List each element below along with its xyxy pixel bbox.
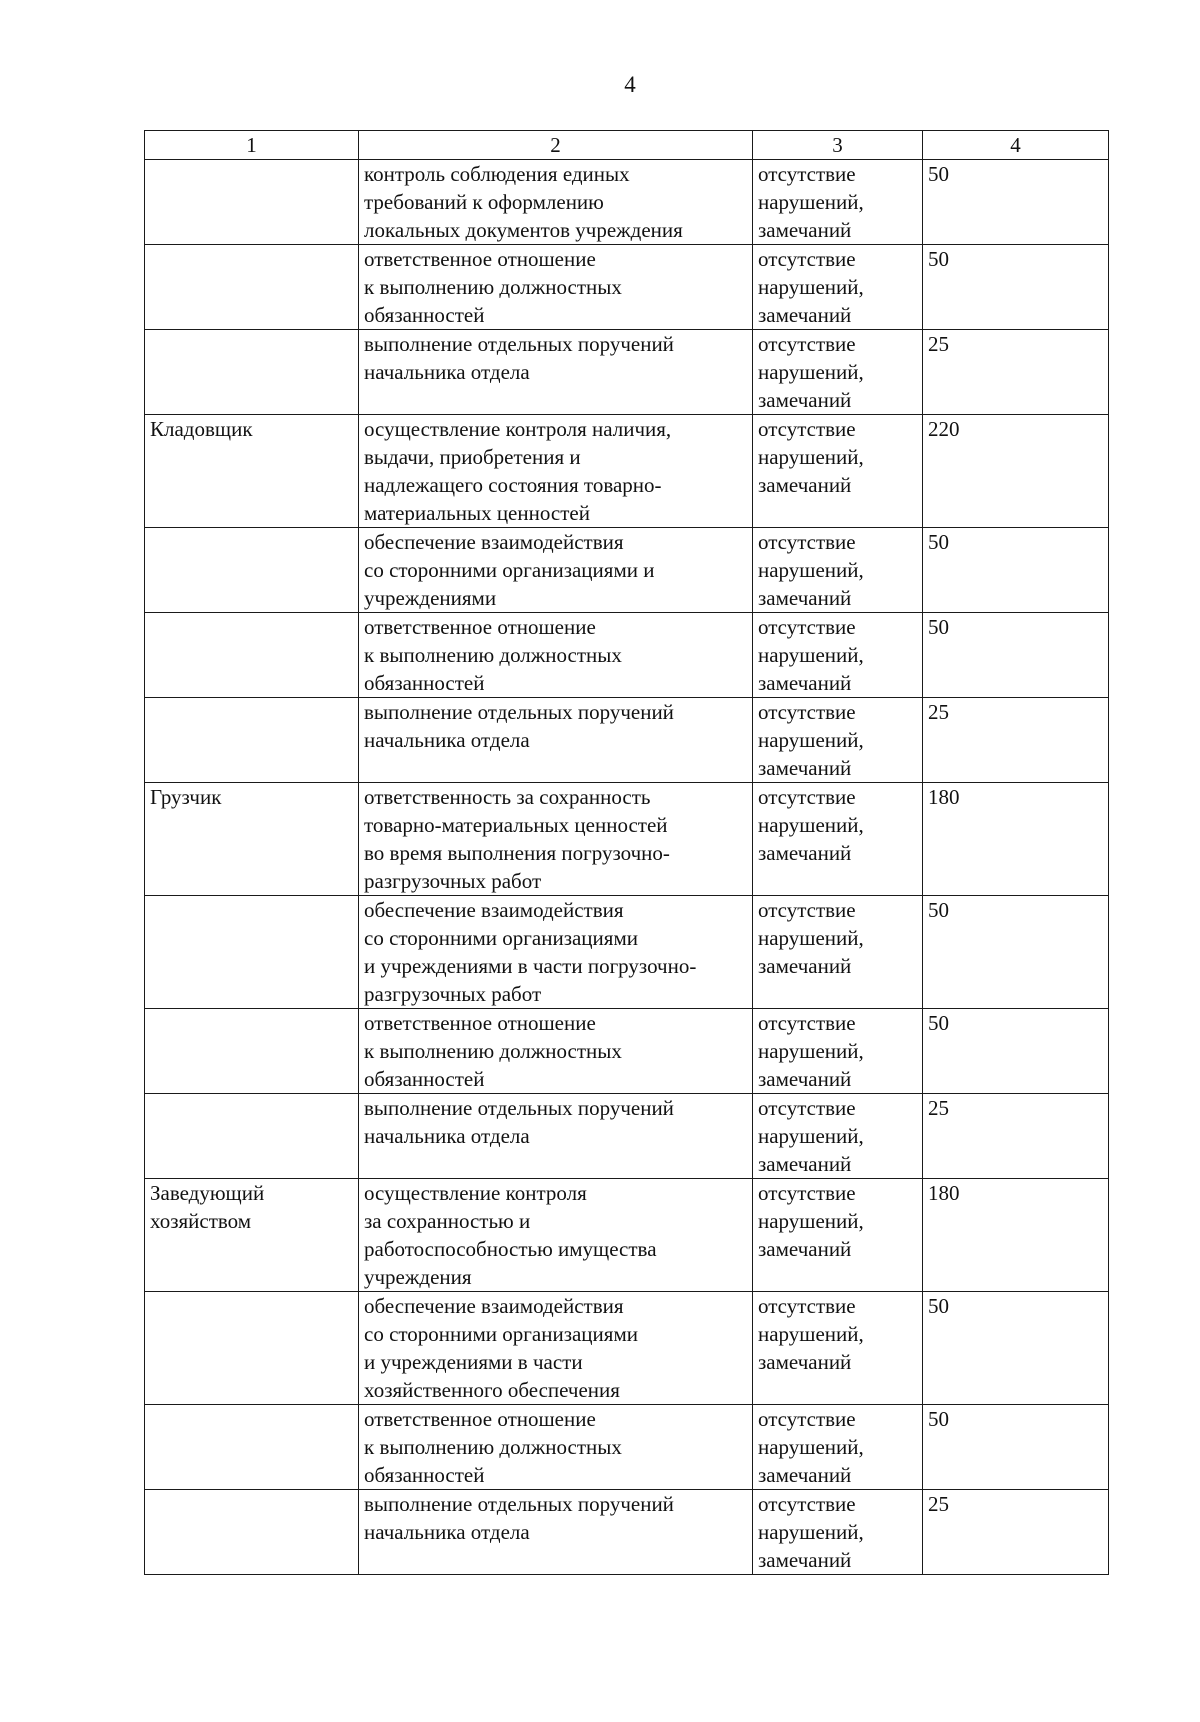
- criterion-line: выполнение отдельных поручений: [364, 1492, 674, 1516]
- position-cell: [145, 415, 359, 528]
- criterion-cell: [359, 330, 753, 415]
- condition-cell: [753, 1179, 923, 1292]
- condition-line: нарушений,: [758, 558, 864, 582]
- condition-line: замечаний: [758, 388, 852, 412]
- criterion-line: начальника отдела: [364, 728, 530, 752]
- condition-cell: [753, 783, 923, 896]
- criterion-line: и учреждениями в части погрузочно-: [364, 954, 697, 978]
- table-row: [145, 1405, 1109, 1490]
- criterion-line: материальных ценностей: [364, 501, 590, 525]
- condition-line: отсутствие: [758, 1294, 856, 1318]
- position-line: Кладовщик: [150, 417, 253, 441]
- table-body: [145, 160, 1109, 1575]
- table-header: [145, 131, 1109, 160]
- condition-line: отсутствие: [758, 1096, 856, 1120]
- position-cell-continued: [145, 896, 359, 1009]
- criterion-line: выдачи, приобретения и: [364, 445, 581, 469]
- condition-cell: [753, 613, 923, 698]
- condition-line: нарушений,: [758, 445, 864, 469]
- table-row: [145, 783, 1109, 896]
- position-cell: [145, 783, 359, 896]
- criterion-line: ответственное отношение: [364, 1407, 596, 1431]
- header-col-4: 4: [923, 131, 1109, 160]
- position-cell-continued: [145, 698, 359, 783]
- points-cell: 180: [923, 1179, 1109, 1292]
- criterion-cell: [359, 1009, 753, 1094]
- condition-line: нарушений,: [758, 813, 864, 837]
- points-cell: 220: [923, 415, 1109, 528]
- condition-line: нарушений,: [758, 1322, 864, 1346]
- criterion-cell: [359, 528, 753, 613]
- table-row: [145, 1009, 1109, 1094]
- criterion-line: обязанностей: [364, 1463, 485, 1487]
- criterion-line: надлежащего состояния товарно-: [364, 473, 662, 497]
- criterion-cell: [359, 698, 753, 783]
- condition-line: нарушений,: [758, 926, 864, 950]
- criterion-line: выполнение отдельных поручений: [364, 700, 674, 724]
- table-row: [145, 698, 1109, 783]
- criterion-line: начальника отдела: [364, 1124, 530, 1148]
- condition-line: замечаний: [758, 841, 852, 865]
- criterion-cell: [359, 896, 753, 1009]
- condition-line: нарушений,: [758, 1039, 864, 1063]
- condition-line: отсутствие: [758, 700, 856, 724]
- condition-line: замечаний: [758, 1237, 852, 1261]
- criterion-cell: [359, 245, 753, 330]
- criterion-line: осуществление контроля: [364, 1181, 587, 1205]
- criterion-line: начальника отдела: [364, 1520, 530, 1544]
- criterion-line: к выполнению должностных: [364, 1435, 622, 1459]
- criterion-line: хозяйственного обеспечения: [364, 1378, 620, 1402]
- condition-cell: [753, 1094, 923, 1179]
- condition-line: замечаний: [758, 1152, 852, 1176]
- condition-cell: [753, 160, 923, 245]
- position-cell-continued: [145, 245, 359, 330]
- header-col-1: 1: [145, 131, 359, 160]
- header-col-3: 3: [753, 131, 923, 160]
- table-row: [145, 528, 1109, 613]
- position-cell-continued: [145, 1490, 359, 1575]
- criterion-cell: [359, 613, 753, 698]
- criterion-line: к выполнению должностных: [364, 643, 622, 667]
- condition-line: нарушений,: [758, 728, 864, 752]
- position-line: Заведующий: [150, 1181, 265, 1205]
- criterion-cell: [359, 1405, 753, 1490]
- criterion-cell: [359, 1490, 753, 1575]
- condition-cell: [753, 698, 923, 783]
- position-cell-continued: [145, 1094, 359, 1179]
- table-row: [145, 896, 1109, 1009]
- criterion-line: начальника отдела: [364, 360, 530, 384]
- position-cell: [145, 160, 359, 245]
- table-row: [145, 1094, 1109, 1179]
- condition-line: отсутствие: [758, 1492, 856, 1516]
- points-cell: 50: [923, 1292, 1109, 1405]
- criterion-line: ответственность за сохранность: [364, 785, 651, 809]
- condition-line: замечаний: [758, 954, 852, 978]
- points-cell: 50: [923, 245, 1109, 330]
- criterion-line: локальных документов учреждения: [364, 218, 683, 242]
- points-cell: 50: [923, 613, 1109, 698]
- condition-cell: [753, 1292, 923, 1405]
- criteria-table: [144, 130, 1109, 1575]
- condition-cell: [753, 1490, 923, 1575]
- position-cell-continued: [145, 613, 359, 698]
- points-cell: 50: [923, 528, 1109, 613]
- condition-line: нарушений,: [758, 360, 864, 384]
- condition-line: замечаний: [758, 1067, 852, 1091]
- table-row: [145, 330, 1109, 415]
- condition-cell: [753, 1405, 923, 1490]
- criterion-line: разгрузочных работ: [364, 982, 542, 1006]
- condition-line: отсутствие: [758, 785, 856, 809]
- table-row: [145, 1179, 1109, 1292]
- table-row: [145, 1292, 1109, 1405]
- condition-line: отсутствие: [758, 1181, 856, 1205]
- criterion-line: обеспечение взаимодействия: [364, 530, 624, 554]
- criterion-line: товарно-материальных ценностей: [364, 813, 668, 837]
- points-cell: 25: [923, 1490, 1109, 1575]
- condition-line: отсутствие: [758, 332, 856, 356]
- header-row: [145, 131, 1109, 160]
- condition-line: нарушений,: [758, 1520, 864, 1544]
- condition-line: отсутствие: [758, 417, 856, 441]
- points-cell: 50: [923, 160, 1109, 245]
- table-row: [145, 1490, 1109, 1575]
- criterion-cell: [359, 415, 753, 528]
- table-row: [145, 160, 1109, 245]
- condition-line: нарушений,: [758, 190, 864, 214]
- page-number: 4: [624, 72, 636, 97]
- points-cell: 50: [923, 896, 1109, 1009]
- criterion-line: контроль соблюдения единых: [364, 162, 630, 186]
- criterion-line: ответственное отношение: [364, 247, 596, 271]
- condition-line: замечаний: [758, 1548, 852, 1572]
- condition-cell: [753, 1009, 923, 1094]
- condition-line: нарушений,: [758, 643, 864, 667]
- table-row: [145, 613, 1109, 698]
- condition-line: замечаний: [758, 671, 852, 695]
- condition-line: замечаний: [758, 218, 852, 242]
- criterion-line: выполнение отдельных поручений: [364, 1096, 674, 1120]
- header-col-2: 2: [359, 131, 753, 160]
- criterion-line: во время выполнения погрузочно-: [364, 841, 670, 865]
- criterion-line: со сторонними организациями и: [364, 558, 655, 582]
- criterion-line: осуществление контроля наличия,: [364, 417, 672, 441]
- position-cell-continued: [145, 528, 359, 613]
- condition-line: отсутствие: [758, 162, 856, 186]
- criterion-line: за сохранностью и: [364, 1209, 531, 1233]
- criterion-line: выполнение отдельных поручений: [364, 332, 674, 356]
- condition-cell: [753, 528, 923, 613]
- criterion-line: и учреждениями в части: [364, 1350, 583, 1374]
- points-cell: 25: [923, 698, 1109, 783]
- position-cell-continued: [145, 1009, 359, 1094]
- criterion-line: учреждения: [364, 1265, 472, 1289]
- points-cell: 50: [923, 1009, 1109, 1094]
- position-cell: [145, 1179, 359, 1292]
- condition-line: нарушений,: [758, 1435, 864, 1459]
- criterion-line: обеспечение взаимодействия: [364, 1294, 624, 1318]
- criterion-line: обязанностей: [364, 671, 485, 695]
- criterion-cell: [359, 160, 753, 245]
- criterion-line: обязанностей: [364, 303, 485, 327]
- position-cell-continued: [145, 1292, 359, 1405]
- condition-cell: [753, 330, 923, 415]
- condition-cell: [753, 415, 923, 528]
- condition-line: нарушений,: [758, 1209, 864, 1233]
- criterion-cell: [359, 783, 753, 896]
- position-cell-continued: [145, 330, 359, 415]
- condition-line: замечаний: [758, 756, 852, 780]
- position-line: Грузчик: [150, 785, 222, 809]
- criterion-line: к выполнению должностных: [364, 1039, 622, 1063]
- condition-line: замечаний: [758, 1350, 852, 1374]
- condition-line: замечаний: [758, 586, 852, 610]
- condition-line: отсутствие: [758, 1407, 856, 1431]
- table-row: [145, 415, 1109, 528]
- position-cell-continued: [145, 1405, 359, 1490]
- condition-line: замечаний: [758, 473, 852, 497]
- points-cell: 25: [923, 1094, 1109, 1179]
- criterion-line: требований к оформлению: [364, 190, 604, 214]
- condition-line: отсутствие: [758, 530, 856, 554]
- table-row: [145, 245, 1109, 330]
- condition-cell: [753, 896, 923, 1009]
- criterion-line: обеспечение взаимодействия: [364, 898, 624, 922]
- criterion-cell: [359, 1094, 753, 1179]
- points-cell: 25: [923, 330, 1109, 415]
- criterion-line: учреждениями: [364, 586, 497, 610]
- condition-line: отсутствие: [758, 615, 856, 639]
- criterion-line: ответственное отношение: [364, 615, 596, 639]
- points-cell: 180: [923, 783, 1109, 896]
- condition-line: замечаний: [758, 1463, 852, 1487]
- criterion-line: со сторонними организациями: [364, 1322, 638, 1346]
- points-cell: 50: [923, 1405, 1109, 1490]
- criterion-line: со сторонними организациями: [364, 926, 638, 950]
- condition-cell: [753, 245, 923, 330]
- criterion-line: обязанностей: [364, 1067, 485, 1091]
- criterion-line: разгрузочных работ: [364, 869, 542, 893]
- condition-line: отсутствие: [758, 1011, 856, 1035]
- condition-line: отсутствие: [758, 898, 856, 922]
- condition-line: нарушений,: [758, 275, 864, 299]
- condition-line: замечаний: [758, 303, 852, 327]
- criterion-cell: [359, 1292, 753, 1405]
- position-line: хозяйством: [150, 1209, 252, 1233]
- criterion-line: к выполнению должностных: [364, 275, 622, 299]
- criterion-cell: [359, 1179, 753, 1292]
- criterion-line: работоспособностью имущества: [364, 1237, 657, 1261]
- criterion-line: ответственное отношение: [364, 1011, 596, 1035]
- condition-line: нарушений,: [758, 1124, 864, 1148]
- condition-line: отсутствие: [758, 247, 856, 271]
